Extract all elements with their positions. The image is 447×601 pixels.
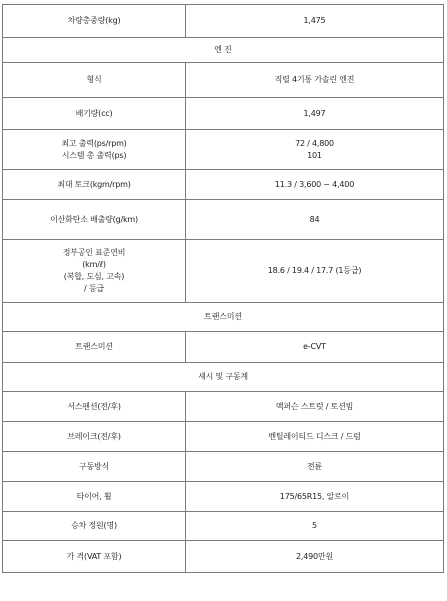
spec-value: 전륜 [306, 461, 323, 471]
spec-value: 벤틸레이티드 디스크 / 드럼 [268, 431, 361, 441]
spec-value-cell [186, 130, 444, 170]
spec-row [3, 482, 444, 512]
spec-label-cell [3, 422, 186, 452]
spec-label: 가 격(VAT 포함) [66, 551, 122, 561]
spec-label: / 등급 [84, 284, 104, 293]
spec-row [3, 170, 444, 200]
spec-value: 1,497 [303, 108, 326, 118]
spec-row [3, 98, 444, 130]
section-title: 트랜스미션 [3, 303, 444, 332]
spec-value: 맥퍼슨 스트럿 / 토션빔 [275, 401, 354, 411]
spec-label-cell [3, 392, 186, 422]
spec-label: (복합, 도심, 고속) [63, 272, 125, 281]
spec-row [3, 240, 444, 303]
spec-table [2, 4, 444, 573]
spec-label: 최고 출력(ps/rpm) [61, 138, 127, 148]
spec-row [3, 541, 444, 573]
spec-value-cell [186, 63, 444, 98]
spec-value: 175/65R15, 알로이 [279, 491, 350, 501]
spec-value: 101 [307, 150, 322, 160]
spec-row [3, 422, 444, 452]
spec-value: 84 [309, 214, 320, 224]
spec-table-body [3, 5, 444, 573]
spec-label: 최대 토크(kgm/rpm) [57, 179, 131, 189]
spec-label-cell [3, 332, 186, 363]
spec-label-cell [3, 200, 186, 240]
spec-label: (km/ℓ) [82, 260, 106, 269]
spec-value-cell [186, 240, 444, 303]
spec-value: e-CVT [303, 342, 326, 351]
spec-label-cell [3, 170, 186, 200]
spec-label: 이산화탄소 배출량(g/km) [50, 214, 138, 224]
section-header-row [3, 303, 444, 332]
spec-label: 차량총중량(kg) [67, 16, 121, 25]
spec-label-cell [3, 63, 186, 98]
spec-label-cell [3, 240, 186, 303]
section-title: 엔 진 [3, 38, 444, 63]
spec-value-cell [186, 170, 444, 200]
spec-label: 형식 [86, 75, 102, 84]
spec-row [3, 5, 444, 38]
spec-value: 11.3 / 3,600 ~ 4,400 [274, 179, 355, 189]
spec-row [3, 452, 444, 482]
spec-label: 정부공인 표준연비 [62, 248, 126, 257]
spec-label: 배기량(cc) [75, 108, 113, 118]
section-header-row [3, 38, 444, 63]
spec-value: 2,490만원 [296, 551, 333, 561]
spec-value-cell [186, 482, 444, 512]
spec-row [3, 512, 444, 541]
spec-row [3, 332, 444, 363]
spec-row [3, 63, 444, 98]
spec-label-cell [3, 512, 186, 541]
spec-label: 구동방식 [78, 461, 110, 471]
spec-row [3, 392, 444, 422]
spec-value-cell [186, 98, 444, 130]
spec-label-cell [3, 482, 186, 512]
spec-value-cell [186, 200, 444, 240]
spec-label: 시스템 총 출력(ps) [61, 150, 127, 160]
spec-value-cell [186, 512, 444, 541]
spec-row [3, 130, 444, 170]
spec-value-cell [186, 332, 444, 363]
spec-label-cell [3, 98, 186, 130]
spec-value: 1,475 [303, 16, 326, 25]
spec-value-cell [186, 422, 444, 452]
spec-label-cell [3, 5, 186, 38]
spec-label: 서스펜션(전/후) [67, 401, 121, 411]
spec-value: 72 / 4,800 [295, 138, 334, 148]
spec-value: 5 [312, 521, 317, 530]
spec-label-cell [3, 452, 186, 482]
spec-label-cell [3, 130, 186, 170]
spec-label: 트랜스미션 [75, 342, 113, 351]
section-title: 섀시 및 구동계 [3, 363, 444, 392]
spec-value: 직렬 4기통 가솔린 엔진 [274, 75, 355, 84]
spec-value-cell [186, 541, 444, 573]
spec-label: 승차 정원(명) [71, 521, 117, 530]
spec-row [3, 200, 444, 240]
spec-label: 타이어, 휠 [76, 491, 112, 501]
spec-value-cell [186, 392, 444, 422]
section-header-row [3, 363, 444, 392]
spec-value: 18.6 / 19.4 / 17.7 (1등급) [267, 266, 362, 275]
spec-label: 브레이크(전/후) [67, 431, 121, 441]
spec-label-cell [3, 541, 186, 573]
spec-value-cell [186, 5, 444, 38]
spec-value-cell [186, 452, 444, 482]
